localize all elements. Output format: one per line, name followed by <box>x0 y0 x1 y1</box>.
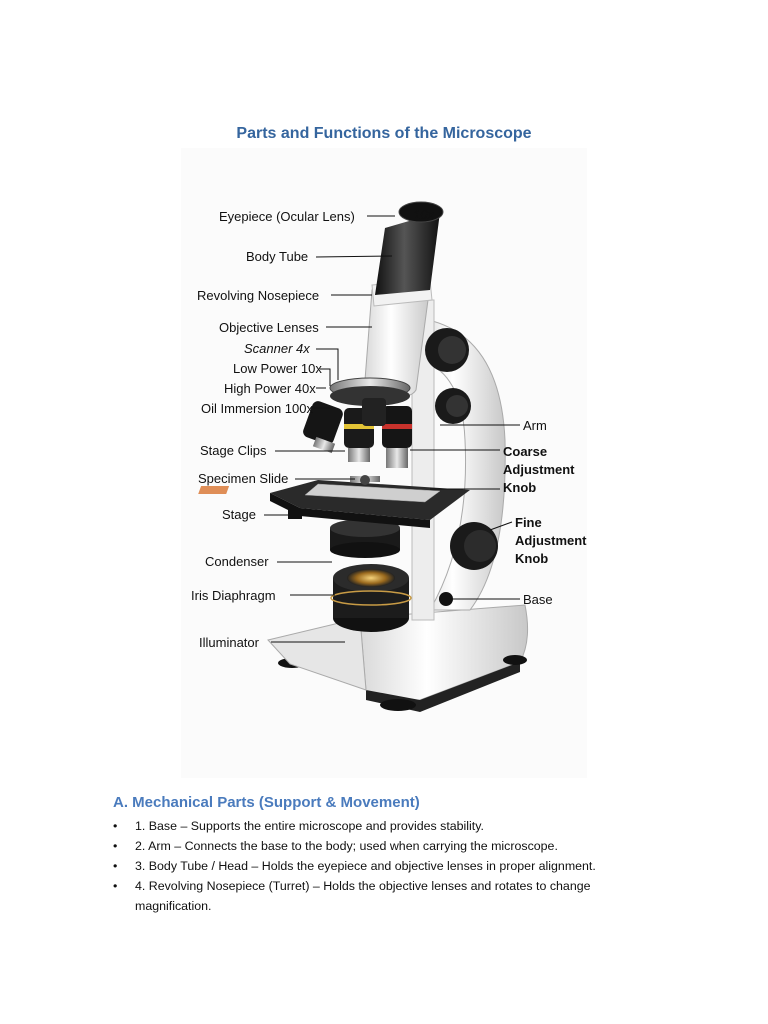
list-item-text: 4. Revolving Nosepiece (Turret) – Holds the objective lenses and rotates to change magnification. <box>135 879 591 913</box>
bullet: • <box>113 859 118 873</box>
bullet: • <box>113 879 118 893</box>
bullet: • <box>113 839 118 853</box>
eyepiece-mark: 10x <box>413 207 434 222</box>
label-objective-lenses: Objective Lenses <box>219 320 319 335</box>
label-eyepiece: Eyepiece (Ocular Lens) <box>219 209 355 224</box>
label-low-power: Low Power 10x <box>233 361 322 376</box>
label-body-tube: Body Tube <box>246 249 309 264</box>
list-item <box>113 877 633 916</box>
label-oil-immersion: Oil Immersion 100x <box>201 401 313 416</box>
label-coarse-2: Adjustment <box>503 462 575 477</box>
label-specimen-slide: Specimen Slide <box>198 471 289 486</box>
label-condenser: Condenser <box>205 554 269 569</box>
list-item-text: 3. Body Tube / Head – Holds the eyepiece and objective lenses in proper alignment. <box>135 859 596 873</box>
list-item <box>113 817 633 837</box>
objective-lens-4 <box>362 398 386 426</box>
label-illuminator: Illuminator <box>199 635 259 650</box>
label-scanner: Scanner 4x <box>244 341 310 356</box>
label-base: Base <box>523 592 553 607</box>
list-item <box>113 837 633 857</box>
list-item <box>113 857 633 877</box>
microscope-diagram <box>181 148 587 778</box>
list-item-text: 2. Arm – Connects the base to the body; used when carrying the microscope. <box>135 839 558 853</box>
bullet: • <box>113 819 118 833</box>
label-high-power: High Power 40x <box>224 381 316 396</box>
label-nosepiece: Revolving Nosepiece <box>197 288 320 303</box>
mechanical-parts-list <box>113 817 633 917</box>
label-stage: Stage <box>222 507 256 522</box>
label-stage-clips: Stage Clips <box>200 443 267 458</box>
label-coarse-1: Coarse <box>503 444 548 459</box>
label-fine-2: Adjustment <box>515 533 587 548</box>
label-arm: Arm <box>523 418 547 433</box>
label-iris: Iris Diaphragm <box>191 588 276 603</box>
label-coarse-3: Knob <box>503 480 537 495</box>
objective-lens-3 <box>382 406 412 468</box>
illuminator-part <box>330 519 411 632</box>
page-title: Parts and Functions of the Microscope <box>236 125 532 142</box>
label-fine-1: Fine <box>515 515 542 530</box>
section-a-heading: A. Mechanical Parts (Support & Movement) <box>113 794 420 811</box>
list-item-text: 1. Base – Supports the entire microscope and provides stability. <box>135 819 484 833</box>
label-fine-3: Knob <box>515 551 549 566</box>
